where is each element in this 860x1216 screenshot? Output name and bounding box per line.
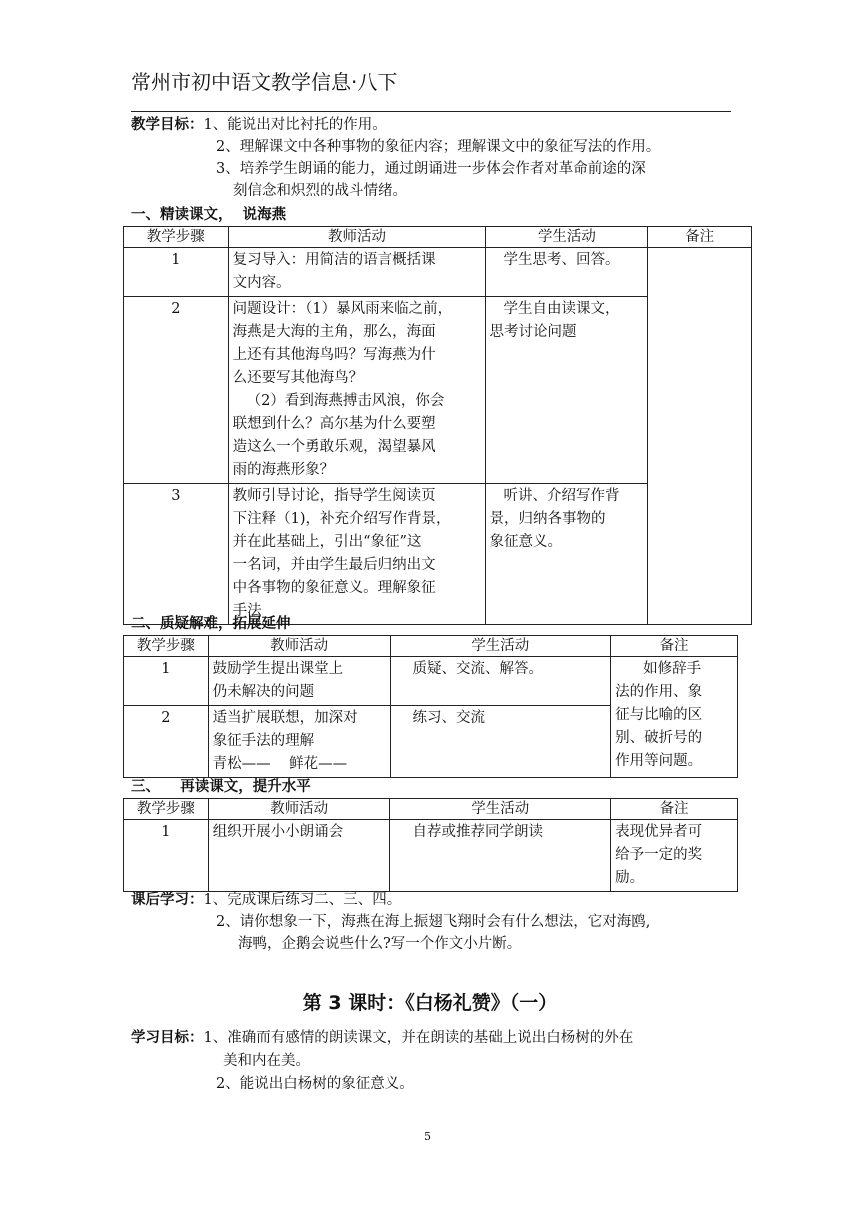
cell-line: 表现优异者可 (615, 824, 703, 840)
cell-line: 复习导入：用简洁的语言概括课 (232, 252, 436, 268)
cell-line: 学生思考、回答。 (503, 252, 620, 268)
cell-line: 法的作用、象 (615, 684, 703, 700)
cell-line: 别、破折号的 (615, 730, 703, 746)
table-row (124, 657, 738, 706)
cell-line: 征与比喻的区 (615, 707, 703, 723)
lesson-title: 第 3 课时：《白杨礼赞》（一） (302, 992, 558, 1014)
header-student: 学生活动 (390, 799, 611, 820)
teaching-goals-label: 教学目标： (131, 116, 204, 133)
cell-line: 雨的海燕形象？ (232, 462, 335, 478)
teacher-cell (208, 706, 390, 778)
after-class-item: 1、完成课后练习二、三、四。 (203, 892, 402, 908)
cell-line: 海燕是大海的主角，那么，海面 (232, 324, 436, 340)
teacher-cell (228, 297, 486, 484)
running-header: 常州市初中语文教学信息·八下 (131, 70, 398, 94)
student-cell (390, 706, 611, 778)
learning-goal-item: 1、准确而有感情的朗读课文，并在朗读的基础上说出白杨树的外在 (203, 1030, 634, 1046)
page-number: 5 (424, 1130, 431, 1143)
cell-line: 适当扩展联想，加深对 (212, 710, 358, 726)
header-note: 备注 (611, 636, 738, 657)
teaching-goal-item: 2、理解课文中各种事物的象征内容；理解课文中的象征写法的作用。 (216, 139, 661, 155)
cell-line: 如修辞手 (643, 661, 702, 677)
note-cell (611, 657, 738, 778)
step-cell: 1 (124, 820, 209, 892)
cell-line: 象征意义。 (489, 534, 562, 550)
note-cell (648, 248, 752, 625)
table-header-row (124, 799, 738, 820)
section3-table (123, 798, 738, 892)
cell-line: 练习、交流 (412, 710, 485, 726)
section3-title: 三、 再读课文，提升水平 (131, 778, 311, 795)
student-cell (486, 297, 648, 484)
teaching-goals (131, 114, 751, 202)
header-teacher: 教师活动 (208, 636, 390, 657)
after-class-study (131, 889, 751, 955)
cell-line: 励。 (615, 870, 645, 886)
step-cell: 1 (124, 248, 229, 297)
teacher-cell (208, 820, 390, 892)
teacher-cell (228, 248, 486, 297)
note-cell (611, 820, 738, 892)
cell-line: 并在此基础上，引出“象征”这 (232, 534, 422, 550)
after-class-item: 海鸭，企鹅会说些什么?写一个作文小片断。 (238, 936, 522, 952)
step-cell: 3 (124, 484, 229, 625)
cell-line: 联想到什么？高尔基为什么要塑 (232, 416, 436, 432)
learning-goals (131, 1026, 751, 1096)
step-cell: 2 (124, 297, 229, 484)
cell-line: （2）看到海燕搏击风浪，你会 (246, 393, 445, 409)
section1-title: 一、精读课文， 说海燕 (131, 206, 287, 223)
student-cell (390, 657, 611, 706)
header-student: 学生活动 (486, 227, 648, 248)
teaching-goal-item: 1、能说出对比衬托的作用。 (203, 117, 387, 133)
cell-line: 问题设计：（1）暴风雨来临之前， (232, 301, 453, 317)
cell-line: 教师引导讨论，指导学生阅读页 (232, 488, 436, 504)
table-header-row (124, 636, 738, 657)
teacher-cell (208, 657, 390, 706)
cell-line: 学生自由读课文， (503, 301, 620, 317)
header-note: 备注 (648, 227, 752, 248)
header-student: 学生活动 (390, 636, 611, 657)
cell-line: 质疑、交流、解答。 (412, 661, 543, 677)
cell-line: 自荐或推荐同学朗读 (412, 824, 543, 840)
learning-goal-item: 2、能说出白杨树的象征意义。 (216, 1076, 414, 1092)
header-step: 教学步骤 (124, 636, 209, 657)
cell-line: 青松—— 鲜花—— (212, 756, 348, 772)
cell-line: 文内容。 (232, 275, 291, 291)
cell-line: 象征手法的理解 (212, 733, 315, 749)
step-cell: 2 (124, 706, 209, 778)
cell-line: 中各事物的象征意义。理解象征 (232, 580, 436, 596)
cell-line: 上还有其他海鸟吗？写海燕为什 (232, 347, 436, 363)
table-header-row (124, 227, 752, 248)
cell-line: 给予一定的奖 (615, 847, 703, 863)
cell-line: 一名词，并由学生最后归纳出文 (232, 557, 436, 573)
teaching-goal-item: 刻信念和炽烈的战斗情绪。 (233, 183, 407, 199)
step-cell: 1 (124, 657, 209, 706)
table-row (124, 248, 752, 297)
teaching-goal-item: 3、培养学生朗诵的能力，通过朗诵进一步体会作者对革命前途的深 (216, 161, 646, 177)
cell-line: 作用等问题。 (615, 753, 703, 769)
teacher-cell (228, 484, 486, 625)
header-rule (131, 111, 731, 112)
header-teacher: 教师活动 (208, 799, 390, 820)
cell-line: 鼓励学生提出课堂上 (212, 661, 344, 677)
section2-title: 二、质疑解难，拓展延伸 (131, 615, 291, 632)
cell-line: 仍未解决的问题 (212, 684, 315, 700)
header-teacher: 教师活动 (228, 227, 486, 248)
section1-table (123, 226, 752, 625)
student-cell (486, 484, 648, 625)
header-step: 教学步骤 (124, 227, 229, 248)
student-cell (390, 820, 611, 892)
cell-line: 造这么一个勇敢乐观，渴望暴风 (232, 439, 436, 455)
cell-line: 组织开展小小朗诵会 (212, 824, 344, 840)
cell-line: 景，归纳各事物的 (489, 511, 606, 527)
table-row (124, 820, 738, 892)
after-class-label: 课后学习： (131, 891, 204, 908)
learning-goals-label: 学习目标： (131, 1029, 204, 1046)
section2-table (123, 635, 738, 778)
header-note: 备注 (611, 799, 738, 820)
cell-line: 听讲、介绍写作背 (503, 488, 620, 504)
student-cell (486, 248, 648, 297)
cell-line: 手法 (232, 603, 262, 619)
cell-line: 思考讨论问题 (489, 324, 577, 340)
learning-goal-item: 美和内在美。 (223, 1053, 310, 1069)
after-class-item: 2、请你想象一下，海燕在海上振翅飞翔时会有什么想法，它对海鸥, (216, 914, 651, 930)
cell-line: 么还要写其他海鸟？ (232, 370, 364, 386)
header-step: 教学步骤 (124, 799, 209, 820)
cell-line: 下注释（1)，补充介绍写作背景， (232, 511, 451, 527)
